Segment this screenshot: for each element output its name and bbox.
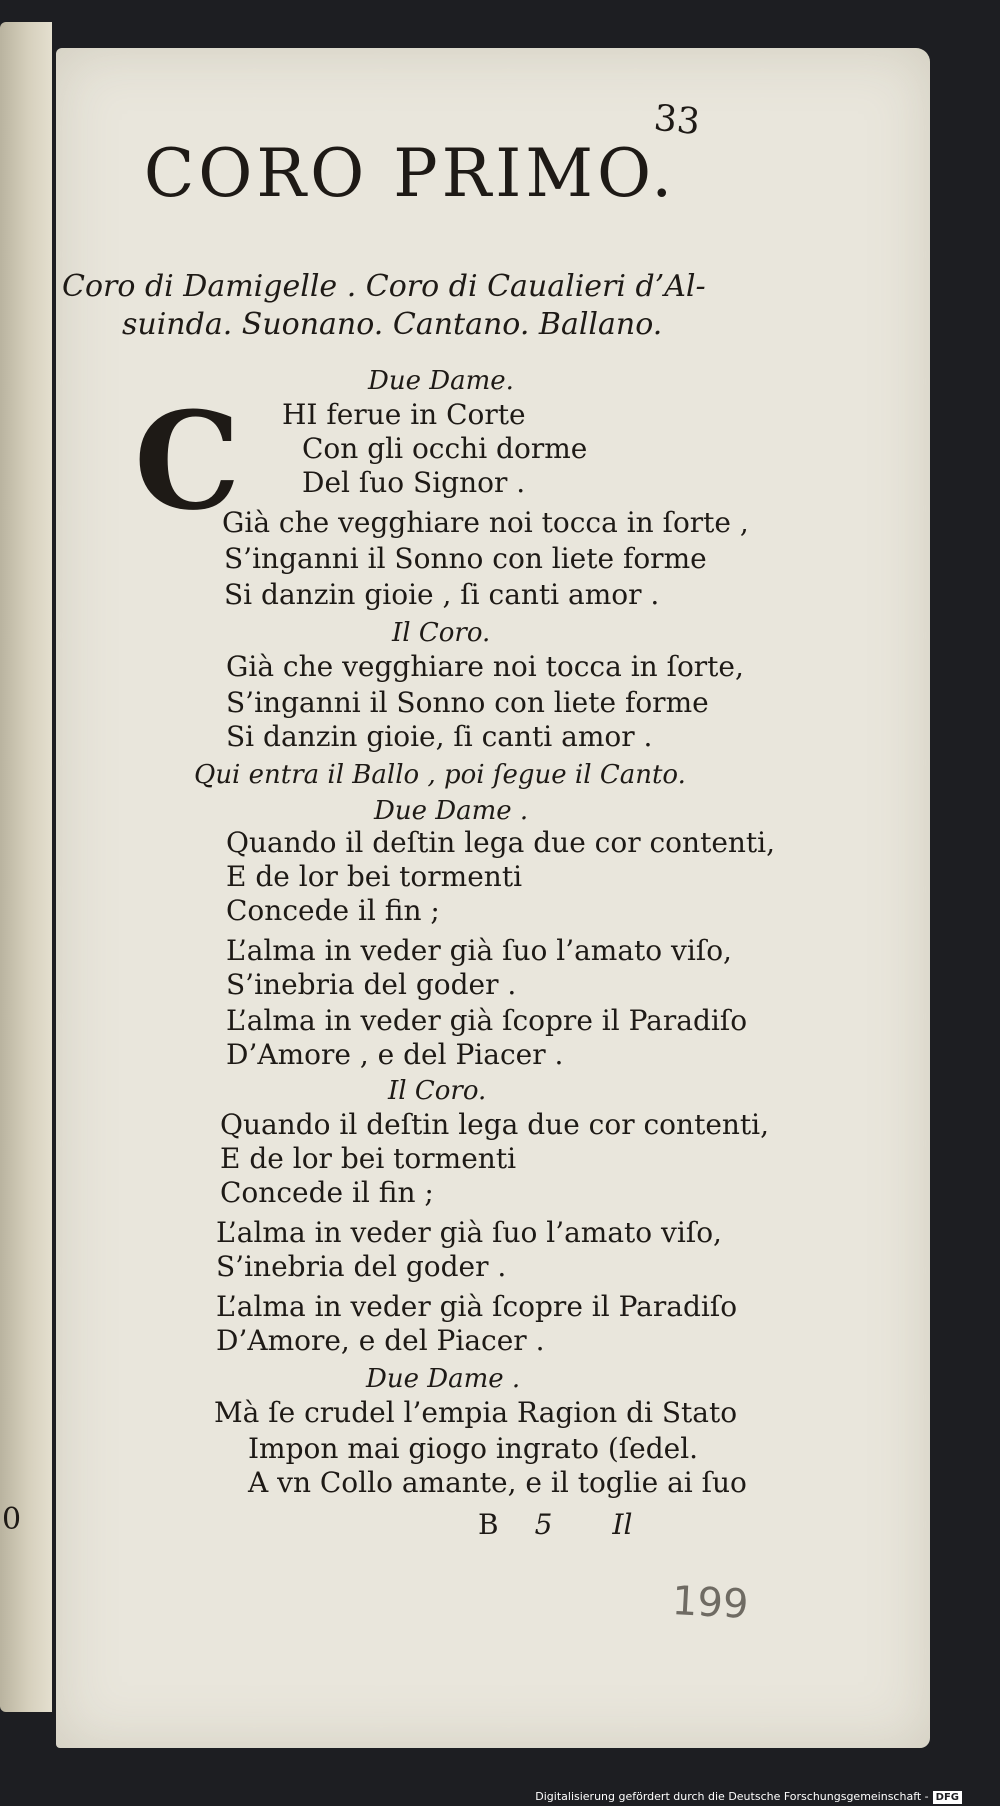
verse-line: Si danzin gioie, ſi canti amor . <box>226 720 653 753</box>
verse-line: L’alma in veder già ſuo l’amato viſo, <box>216 1216 722 1249</box>
footer-text: Digitalisierung gefördert durch die Deutsche Forschungsgemeinschaft - <box>535 1790 929 1803</box>
verse-line: Del ſuo Signor . <box>302 466 526 499</box>
verse-line: Concede il fin ; <box>226 894 440 927</box>
verse-line: Quando il deſtin lega due cor contenti, <box>226 826 776 859</box>
verse-line: Impon mai giogo ingrato (ſedel. <box>248 1432 699 1465</box>
pencil-folio-number: 199 <box>670 1578 750 1628</box>
adjacent-page-number: 0 <box>2 1502 22 1537</box>
speaker-heading: Il Coro. <box>388 1076 487 1106</box>
verse-line: L’alma in veder già ſcopre il Paradiſo <box>216 1290 738 1323</box>
signature-number: 5 <box>534 1508 553 1541</box>
adjacent-page-edge <box>0 22 52 1712</box>
subtitle <box>62 268 782 344</box>
signature-mark <box>478 1508 632 1541</box>
subtitle-line-2: suinda. Suonano. Cantano. Ballano. <box>122 307 663 342</box>
verse-line: A vn Collo amante, e il toglie ai ſuo <box>248 1466 747 1499</box>
stage-direction: Qui entra il Ballo , poi ſegue il Canto. <box>194 760 686 790</box>
verse-line: D’Amore, e del Piacer . <box>216 1324 545 1357</box>
speaker-heading: Il Coro. <box>392 618 491 648</box>
verse-line: D’Amore , e del Piacer . <box>226 1038 564 1071</box>
verse-line: L’alma in veder già ſuo l’amato viſo, <box>226 934 732 967</box>
verse-line: Concede il fin ; <box>220 1176 434 1209</box>
verse-line: Già che vegghiare noi tocca in ſorte, <box>226 650 744 683</box>
page-title: CORO PRIMO. <box>143 135 677 212</box>
verse-line: HI ferue in Corte <box>282 398 526 431</box>
subtitle-line-1: Coro di Damigelle . Coro di Caualieri d’Al- <box>62 269 706 304</box>
drop-cap: C <box>134 382 241 540</box>
dfg-logo: DFG <box>933 1791 962 1804</box>
page-number: 33 <box>651 97 702 144</box>
catchword: Il <box>612 1508 633 1541</box>
verse-line: Già che vegghiare noi tocca in ſorte , <box>222 506 749 539</box>
verse-line: Si danzin gioie , ſi canti amor . <box>224 578 660 611</box>
verse-line: S’inebria del goder . <box>216 1250 507 1283</box>
verse-line: S’inganni il Sonno con liete forme <box>226 686 709 719</box>
speaker-heading: Due Dame. <box>368 366 514 396</box>
verse-line: E de lor bei tormenti <box>220 1142 517 1175</box>
signature-letter: B <box>478 1508 499 1541</box>
speaker-heading: Due Dame . <box>374 796 529 826</box>
verse-line: S’inebria del goder . <box>226 968 517 1001</box>
verse-line: E de lor bei tormenti <box>226 860 523 893</box>
verse-line: Con gli occhi dorme <box>302 432 588 465</box>
verse-line: S’inganni il Sonno con liete forme <box>224 542 707 575</box>
verse-line: L’alma in veder già ſcopre il Paradiſo <box>226 1004 748 1037</box>
verse-line: Mà ſe crudel l’empia Ragion di Stato <box>214 1396 738 1429</box>
speaker-heading: Due Dame . <box>366 1364 521 1394</box>
digitization-footer <box>535 1788 962 1806</box>
verse-line: Quando il deſtin lega due cor contenti, <box>220 1108 770 1141</box>
